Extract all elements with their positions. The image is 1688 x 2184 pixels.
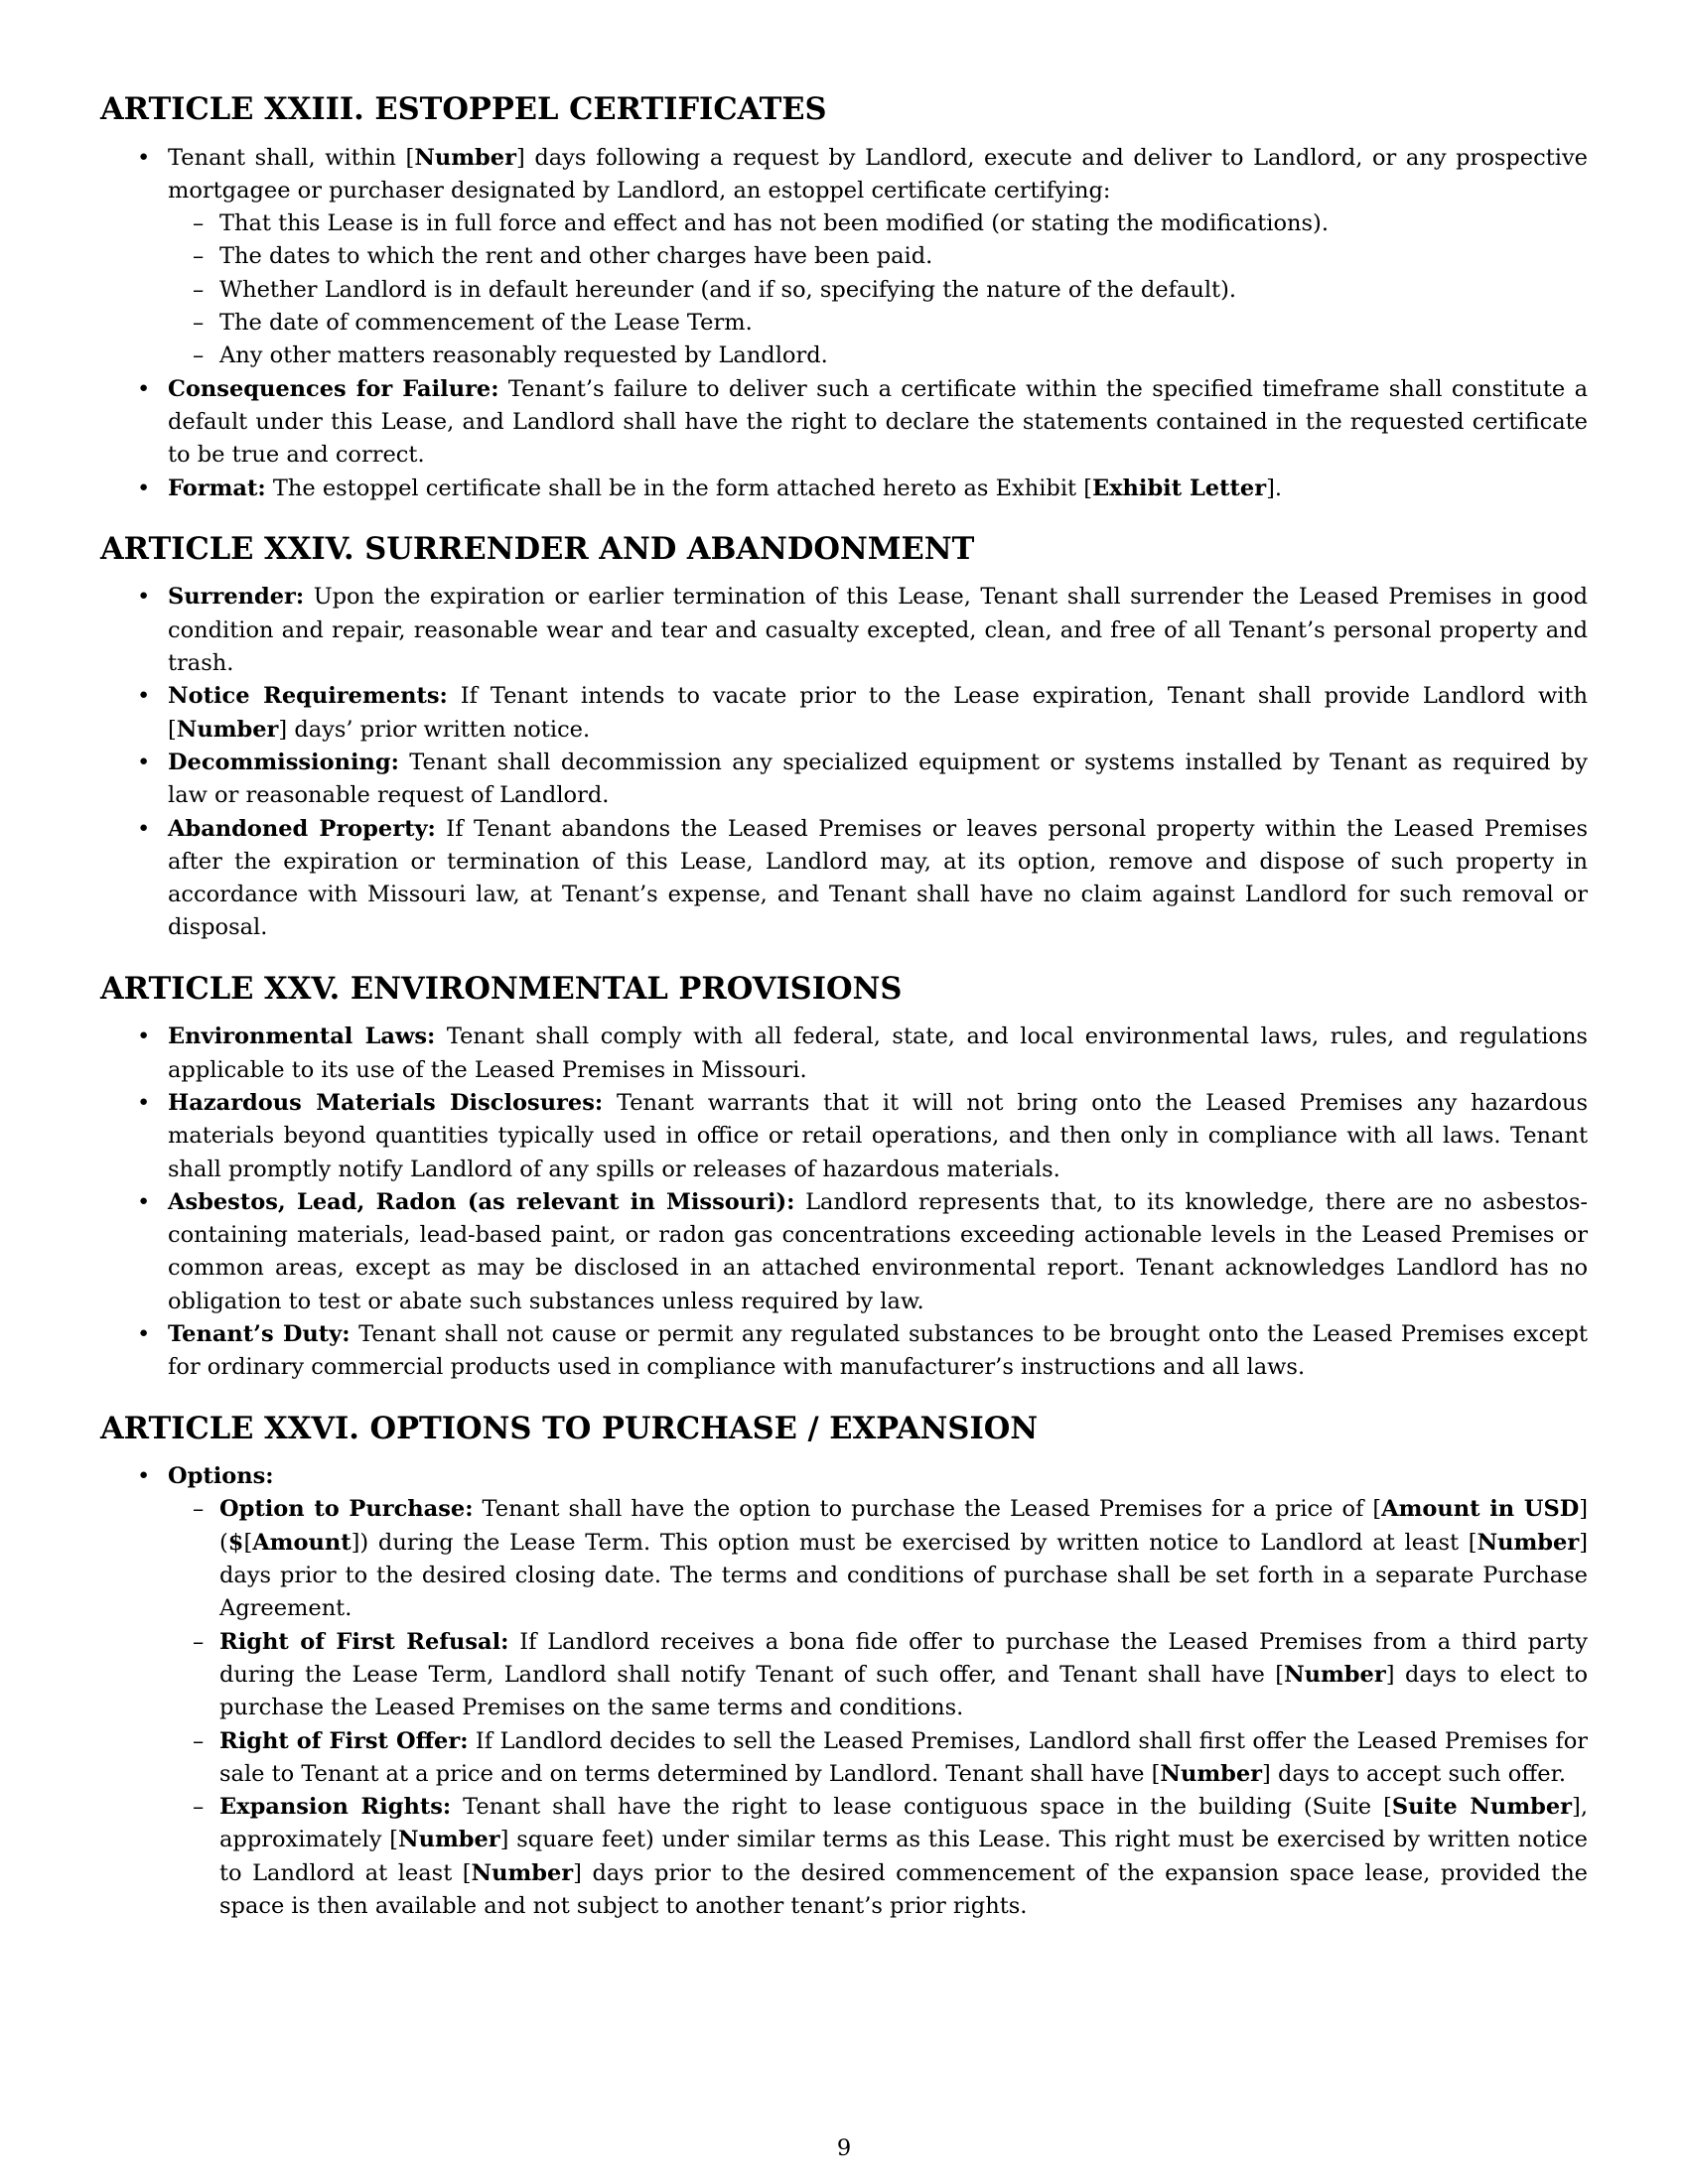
item-label: Expansion Rights: <box>219 1794 452 1821</box>
list-item: • Abandoned Property: If Tenant abandons the Leased Premises or leaves personal property within the Leased Premises after the expiration or termination of this Lease, Landlord may, at its option, remove and dispose of such property in accordance with Missouri law, at Tenant’s expense, and Tenant shall have no claim against Landlord for such removal or disposal. <box>100 813 1588 945</box>
article-list <box>100 581 1588 944</box>
list-item: • Decommissioning: Tenant shall decommission any specialized equipment or systems installed by Tenant as required by law or reasonable request of Landlord. <box>100 747 1588 813</box>
sub-list <box>160 1493 1588 1923</box>
placeholder-field: Number <box>1160 1760 1263 1787</box>
article-list <box>100 1460 1588 1923</box>
article-heading: ARTICLE XXV. ENVIRONMENTAL PROVISIONS <box>100 970 903 1007</box>
page-number: 9 <box>836 2135 852 2161</box>
placeholder-field: Amount in USD <box>1381 1496 1580 1523</box>
article-list <box>100 1021 1588 1384</box>
sub-list-item: – That this Lease is in full force and effect and has not been modified (or stating the modifications). <box>160 207 1588 240</box>
article-xxvi <box>100 1411 1588 1924</box>
item-label: Consequences for Failure: <box>168 375 499 402</box>
sub-list-item: – Whether Landlord is in default hereunder (and if so, specifying the nature of the default). <box>160 274 1588 307</box>
article-xxiii <box>100 91 1588 505</box>
item-label: Surrender: <box>168 584 305 611</box>
placeholder-field: Suite Number <box>1391 1794 1573 1821</box>
item-label: Asbestos, Lead, Radon (as relevant in Missouri): <box>168 1188 795 1215</box>
item-label: Right of First Offer: <box>219 1727 469 1754</box>
placeholder-field: Exhibit Letter <box>1091 475 1267 501</box>
item-label: Environmental Laws: <box>168 1024 436 1050</box>
list-item: • Asbestos, Lead, Radon (as relevant in Missouri): Landlord represents that, to its knowledge, there are no asbestos-containing materials, lead-based paint, or radon gas concentrations exceeding actionable levels in the Leased Premises or common areas, except as may be disclosed in an attached environmental report. Tenant acknowledges Landlord has no obligation to test or abate such substances unless required by law. <box>100 1186 1588 1318</box>
currency-symbol: $ <box>227 1529 244 1556</box>
article-heading: ARTICLE XXVI. OPTIONS TO PURCHASE / EXPANSION <box>100 1410 1039 1446</box>
list-item: • Surrender: Upon the expiration or earlier termination of this Lease, Tenant shall surrender the Leased Premises in good condition and repair, reasonable wear and tear and casualty excepted, clean, and free of all Tenant’s personal property and trash. <box>100 581 1588 680</box>
article-heading: ARTICLE XXIV. SURRENDER AND ABANDONMENT <box>100 530 975 567</box>
article-heading: ARTICLE XXIII. ESTOPPEL CERTIFICATES <box>100 91 827 127</box>
sub-list-item: – Right of First Refusal: If Landlord receives a bona fide offer to purchase the Leased Premises from a third party during the Lease Term, Landlord shall notify Tenant of such offer, and Tenant shall have [Number] days to elect to purchase the Leased Premises on the same terms and conditions. <box>160 1626 1588 1725</box>
sub-list-item: – Expansion Rights: Tenant shall have the right to lease contiguous space in the building (Suite [Suite Number], approximately [Number] square feet) under similar terms as this Lease. This right must be exercised by written notice to Landlord at least [Number] days prior to the desired commencement of the expansion space lease, provided the space is then available and not subject to another tenant’s prior rights. <box>160 1791 1588 1923</box>
list-item: • Tenant shall, within [Number] days following a request by Landlord, execute and deliver to Landlord, or any prospective mortgagee or purchaser designated by Landlord, an estoppel certificate certifying: – That this Lease is in full force and effect and has not been modified (or stating the modifications). – The dates to which the rent and other charges have been paid. – Whether Landlord is in default hereunder (and if so, specifying the nature of the default). – The date of commencement of the Lease Term. – Any other matters reasonably requested by Landlord. <box>100 142 1588 373</box>
sub-list-item: – The date of commencement of the Lease Term. <box>160 307 1588 340</box>
article-list <box>100 142 1588 505</box>
placeholder-field: Number <box>176 716 279 743</box>
article-xxiv <box>100 531 1588 945</box>
list-item: • Hazardous Materials Disclosures: Tenant warrants that it will not bring onto the Leased Premises any hazardous materials beyond quantities typically used in office or retail operations, and then only in compliance with all laws. Tenant shall promptly notify Landlord of any spills or releases of hazardous materials. <box>100 1087 1588 1186</box>
item-label: Right of First Refusal: <box>219 1628 509 1655</box>
list-item: • Tenant’s Duty: Tenant shall not cause or permit any regulated substances to be brought onto the Leased Premises except for ordinary commercial products used in compliance with manufacturer’s instructions and all laws. <box>100 1318 1588 1385</box>
sub-list-item: – Right of First Offer: If Landlord decides to sell the Leased Premises, Landlord shall first offer the Leased Premises for sale to Tenant at a price and on terms determined by Landlord. Tenant shall have [Number] days to accept such offer. <box>160 1725 1588 1792</box>
item-label: Abandoned Property: <box>168 815 436 842</box>
placeholder-field: Number <box>398 1827 500 1853</box>
sub-list-item: – Option to Purchase: Tenant shall have the option to purchase the Leased Premises for a price of [Amount in USD] ($[Amount]) during the Lease Term. This option must be exercised by written notice to Landlord at least [Number] days prior to the desired closing date. The terms and conditions of purchase shall be set forth in a separate Purchase Agreement. <box>160 1493 1588 1625</box>
sub-list-item: – The dates to which the rent and other charges have been paid. <box>160 240 1588 273</box>
item-label: Hazardous Materials Disclosures: <box>168 1089 604 1116</box>
sub-list <box>160 207 1588 372</box>
list-item: • Format: The estoppel certificate shall be in the form attached hereto as Exhibit [Exhibit Letter]. <box>100 473 1588 505</box>
item-label: Option to Purchase: <box>219 1496 474 1523</box>
placeholder-field: Amount <box>252 1529 352 1556</box>
placeholder-field: Number <box>414 144 516 171</box>
item-label: Tenant’s Duty: <box>168 1320 351 1347</box>
placeholder-field: Number <box>1284 1661 1386 1688</box>
placeholder-field: Number <box>471 1859 574 1886</box>
item-label: Format: <box>168 475 266 501</box>
list-item: • Consequences for Failure: Tenant’s failure to deliver such a certificate within the specified timeframe shall constitute a default under this Lease, and Landlord shall have the right to declare the statements contained in the requested certificate to be true and correct. <box>100 373 1588 473</box>
list-item: • Notice Requirements: If Tenant intends to vacate prior to the Lease expiration, Tenant shall provide Landlord with [Number] days’ prior written notice. <box>100 680 1588 747</box>
item-label: Notice Requirements: <box>168 683 448 710</box>
list-item <box>100 1460 1588 1923</box>
item-label: Decommissioning: <box>168 749 399 775</box>
list-item: • Environmental Laws: Tenant shall comply with all federal, state, and local environmental laws, rules, and regulations applicable to its use of the Leased Premises in Missouri. <box>100 1021 1588 1087</box>
sub-list-item: – Any other matters reasonably requested by Landlord. <box>160 340 1588 372</box>
placeholder-field: Number <box>1477 1529 1580 1556</box>
item-label: Options: <box>168 1463 274 1490</box>
article-xxv <box>100 971 1588 1385</box>
